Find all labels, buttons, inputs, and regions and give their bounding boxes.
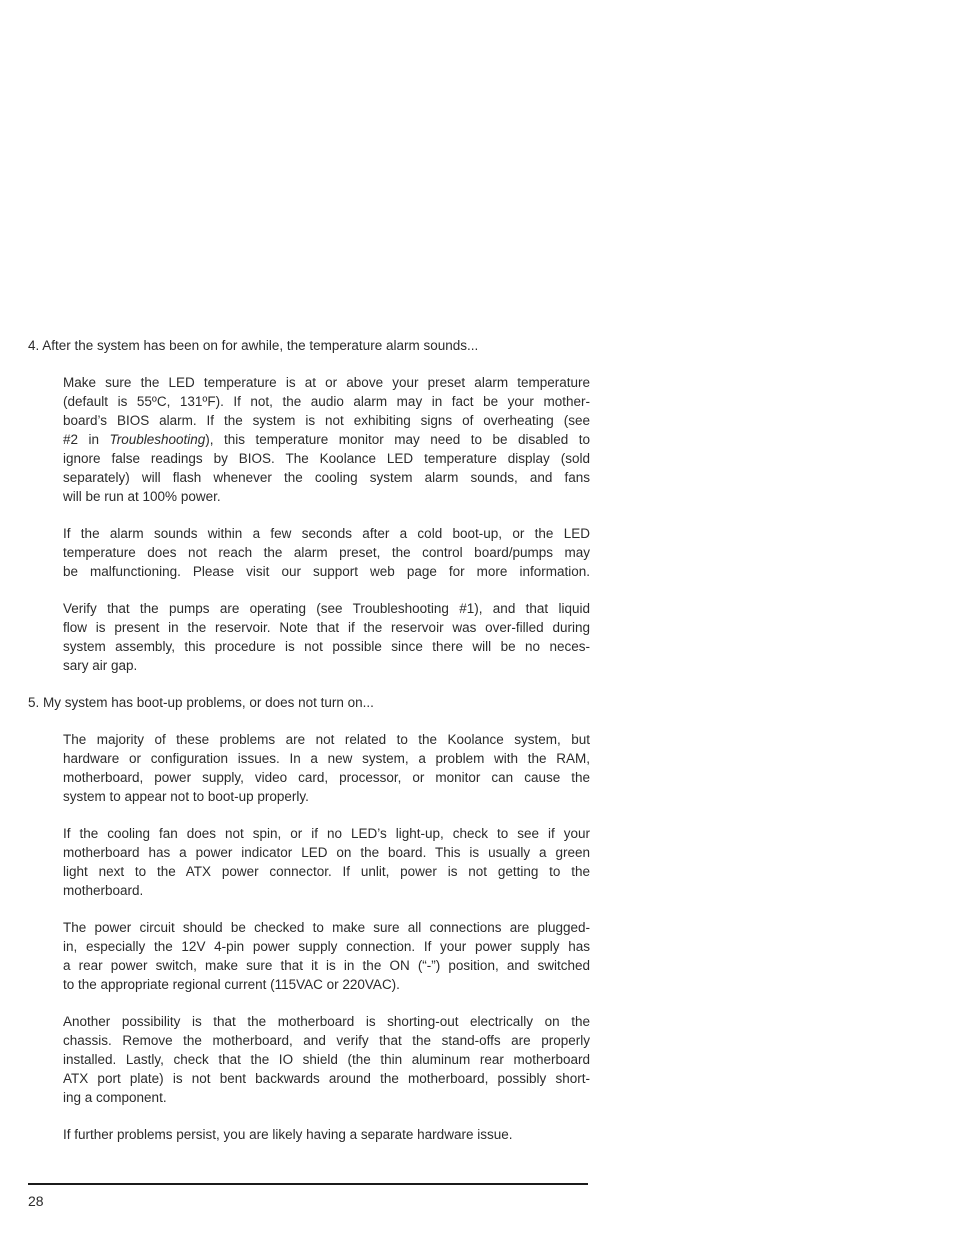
text-line: [63, 1069, 590, 1088]
text-line: [63, 656, 590, 675]
text-line: [63, 449, 590, 468]
text-line: [63, 1012, 590, 1031]
text-line: [63, 1031, 590, 1050]
text-line: [63, 862, 590, 881]
section-heading: 5. My system has boot-up problems, or does not turn on...: [28, 695, 374, 710]
text-segment: motherboard.: [63, 883, 144, 898]
text-segment: system to appear not to boot-up properly.: [63, 789, 309, 804]
text-segment: The power circuit should be checked to make sure all connections are plugged-: [63, 920, 590, 935]
text-segment: If the alarm sounds within a few seconds after a cold boot-up, or the LED: [63, 526, 590, 541]
text-segment: flow is present in the reservoir. Note that if the reservoir was over-filled during: [63, 620, 590, 635]
text-line: [63, 1050, 590, 1069]
text-line: [63, 487, 590, 506]
text-segment: ATX port plate) is not bent backwards around the motherboard, possibly short-: [63, 1071, 590, 1086]
paragraph: [63, 730, 590, 806]
text-segment: ignore false readings by BIOS. The Koolance LED temperature display (sold: [63, 451, 590, 466]
text-segment: If further problems persist, you are likely having a separate hardware issue.: [63, 1127, 513, 1142]
text-segment: be malfunctioning. Please visit our support web page for more information.: [63, 564, 590, 579]
text-segment: motherboard, power supply, video card, processor, or monitor can cause the: [63, 770, 590, 785]
paragraph: [63, 373, 590, 506]
paragraph: [63, 824, 590, 900]
text-segment: Troubleshooting: [109, 432, 206, 447]
text-segment: installed. Lastly, check that the IO shield (the thin aluminum rear motherboard: [63, 1052, 590, 1067]
text-line: [63, 918, 590, 937]
section-heading: 4. After the system has been on for awhile, the temperature alarm sounds...: [28, 338, 479, 353]
document-content: [28, 336, 590, 1162]
text-segment: If the cooling fan does not spin, or if no LED’s light-up, check to see if your: [63, 826, 590, 841]
text-line: [63, 937, 590, 956]
text-segment: Verify that the pumps are operating (see Troubleshooting #1), and that liquid: [63, 601, 590, 616]
text-line: [63, 618, 590, 637]
text-line: [63, 524, 590, 543]
text-segment: Make sure the LED temperature is at or above your preset alarm temperature: [63, 375, 590, 390]
text-segment: hardware or configuration issues. In a new system, a problem with the RAM,: [63, 751, 590, 766]
text-line: [63, 975, 590, 994]
text-line: [63, 787, 590, 806]
text-segment: to the appropriate regional current (115VAC or 220VAC).: [63, 977, 400, 992]
text-line: [63, 824, 590, 843]
paragraph: [63, 1012, 590, 1107]
text-segment: board’s BIOS alarm. If the system is not exhibiting signs of overheating (see: [63, 413, 590, 428]
text-segment: ing a component.: [63, 1090, 167, 1105]
text-line: [63, 843, 590, 862]
text-line: [63, 637, 590, 656]
text-line: [63, 599, 590, 618]
text-segment: in, especially the 12V 4-pin power supply connection. If your power supply has: [63, 939, 590, 954]
text-line: [63, 1088, 590, 1107]
text-segment: will be run at 100% power.: [63, 489, 221, 504]
text-segment: ), this temperature monitor may need to be disabled to: [205, 432, 591, 447]
paragraph: [63, 918, 590, 994]
text-segment: (default is 55ºC, 131ºF). If not, the audio alarm may in fact be your mother-: [63, 394, 590, 409]
paragraph: [63, 524, 590, 581]
paragraph: [63, 599, 590, 675]
text-segment: motherboard has a power indicator LED on the board. This is usually a green: [63, 845, 590, 860]
text-line: [63, 430, 590, 449]
text-line: [63, 730, 590, 749]
page-number: 28: [28, 1193, 44, 1209]
text-line: [63, 373, 590, 392]
text-line: [63, 411, 590, 430]
text-line: [63, 768, 590, 787]
text-segment: Another possibility is that the motherboard is shorting-out electrically on the: [63, 1014, 590, 1029]
text-segment: light next to the ATX power connector. If unlit, power is not getting to the: [63, 864, 590, 879]
text-segment: chassis. Remove the motherboard, and verify that the stand-offs are properly: [63, 1033, 590, 1048]
text-line: [63, 543, 590, 562]
text-segment: #2 in: [63, 432, 110, 447]
text-line: [63, 881, 590, 900]
text-line: [63, 392, 590, 411]
text-segment: a rear power switch, make sure that it is in the ON (“-”) position, and switched: [63, 958, 590, 973]
text-segment: sary air gap.: [63, 658, 138, 673]
text-segment: separately) will flash whenever the cooling system alarm sounds, and fans: [63, 470, 590, 485]
text-segment: system assembly, this procedure is not possible since there will be no neces-: [63, 639, 590, 654]
paragraph: [63, 1125, 590, 1144]
text-segment: The majority of these problems are not related to the Koolance system, but: [63, 732, 590, 747]
footer-rule: [28, 1183, 588, 1185]
text-line: [63, 562, 590, 581]
text-line: [63, 956, 590, 975]
text-line: [63, 1125, 590, 1144]
text-line: [63, 468, 590, 487]
text-segment: temperature does not reach the alarm preset, the control board/pumps may: [63, 545, 590, 560]
text-line: [63, 749, 590, 768]
